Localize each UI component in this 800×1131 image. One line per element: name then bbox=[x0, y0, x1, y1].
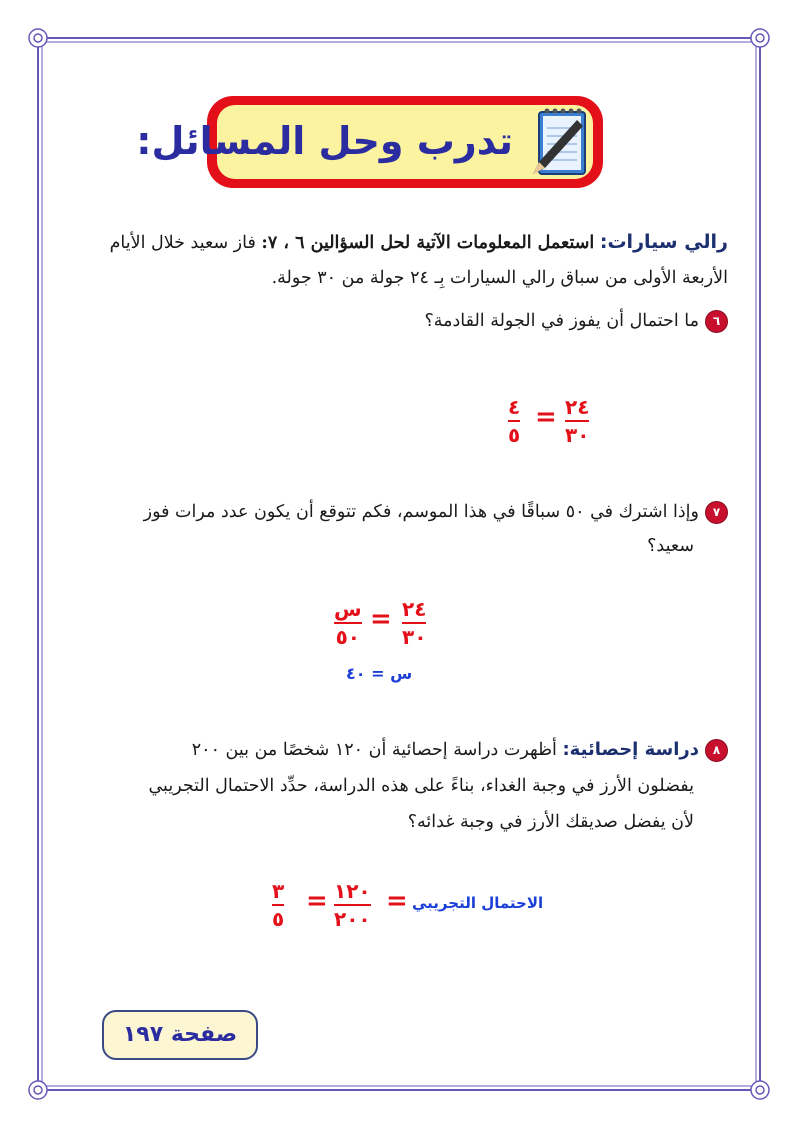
question-7-line-2: سعيد؟ bbox=[647, 536, 694, 556]
corner-ornament-icon bbox=[29, 29, 769, 1099]
notebook-pencil-icon bbox=[525, 102, 597, 182]
q8-answer-label: الاحتمال التجريبي bbox=[412, 894, 544, 912]
fraction-bar bbox=[565, 420, 589, 422]
question-6-text: ما احتمال أن يفوز في الجولة القادمة؟ bbox=[424, 311, 699, 331]
q7-answer-right-fraction bbox=[402, 598, 426, 648]
intro-line-2: الأربعة الأولى من سباق رالي السيارات بِـ ٢٤ جولة من ٣٠ جولة. bbox=[271, 268, 728, 288]
page-title-colon: : bbox=[136, 119, 152, 163]
intro-line1-rest: فاز سعيد خلال الأيام bbox=[109, 233, 256, 253]
q7-left-numerator: س bbox=[334, 597, 362, 621]
q7-left-denominator: ٥٠ bbox=[335, 625, 361, 649]
question-6-number: ٦ bbox=[705, 310, 728, 333]
q6-answer-left-fraction bbox=[508, 396, 520, 446]
q8-middle-fraction bbox=[334, 880, 371, 930]
q6-answer-right-fraction bbox=[565, 396, 589, 446]
q6-equals-sign: = bbox=[535, 402, 557, 432]
q8-middle-numerator: ١٢٠ bbox=[334, 879, 371, 903]
q6-left-numerator: ٤ bbox=[508, 395, 521, 419]
intro-heading: رالي سيارات: bbox=[599, 231, 728, 253]
question-7-line-1 bbox=[144, 496, 728, 528]
fraction-bar bbox=[272, 904, 284, 906]
q7-answer-left-fraction bbox=[334, 598, 362, 648]
title-banner bbox=[136, 96, 603, 188]
q8-result-denominator: ٥ bbox=[272, 907, 285, 931]
page-title bbox=[136, 108, 513, 176]
question-8-heading: دراسة إحصائية: bbox=[562, 739, 699, 760]
question-8-number: ٨ bbox=[705, 739, 728, 762]
question-6 bbox=[424, 305, 728, 337]
question-8-line-2: يفضلون الأرز في وجبة الغداء، بناءً على هذه الدراسة، حدِّد الاحتمال التجريبي bbox=[148, 776, 694, 796]
q8-result-numerator: ٣ bbox=[272, 879, 285, 903]
q7-right-denominator: ٣٠ bbox=[402, 625, 427, 649]
page-number-badge: صفحة ١٩٧ bbox=[102, 1010, 258, 1060]
fraction-bar bbox=[508, 420, 520, 422]
q7-right-numerator: ٢٤ bbox=[402, 597, 427, 621]
question-8-line-1 bbox=[192, 734, 728, 766]
q8-middle-denominator: ٢٠٠ bbox=[334, 907, 371, 931]
intro-instruction: استعمل المعلومات الآتية لحل السؤالين ٦ ، ٧: bbox=[261, 233, 595, 253]
question-8-line-3: لأن يفضل صديقك الأرز في وجبة غدائه؟ bbox=[407, 812, 694, 832]
question-7-number: ٧ bbox=[705, 501, 728, 524]
q6-left-denominator: ٥ bbox=[508, 423, 521, 447]
q7-equals-sign: = bbox=[370, 604, 392, 634]
question-7-text-1: وإذا اشترك في ٥٠ سباقًا في هذا الموسم، فكم تتوقع أن يكون عدد مرات فوز bbox=[143, 502, 699, 522]
q6-right-numerator: ٢٤ bbox=[565, 395, 590, 419]
page-title-text: تدرب وحل المسائل bbox=[151, 119, 513, 163]
q7-result: س = ٤٠ bbox=[346, 664, 413, 683]
q8-equals-sign-2: = bbox=[306, 886, 328, 916]
intro-line-1 bbox=[110, 226, 728, 259]
q8-result-fraction bbox=[272, 880, 284, 930]
fraction-bar bbox=[334, 904, 371, 906]
q6-right-denominator: ٣٠ bbox=[565, 423, 590, 447]
fraction-bar bbox=[334, 622, 362, 624]
question-8-text-1: أظهرت دراسة إحصائية أن ١٢٠ شخصًا من بين ٢٠٠ bbox=[191, 740, 557, 760]
q8-equals-sign-1: = bbox=[386, 886, 408, 916]
fraction-bar bbox=[402, 622, 426, 624]
